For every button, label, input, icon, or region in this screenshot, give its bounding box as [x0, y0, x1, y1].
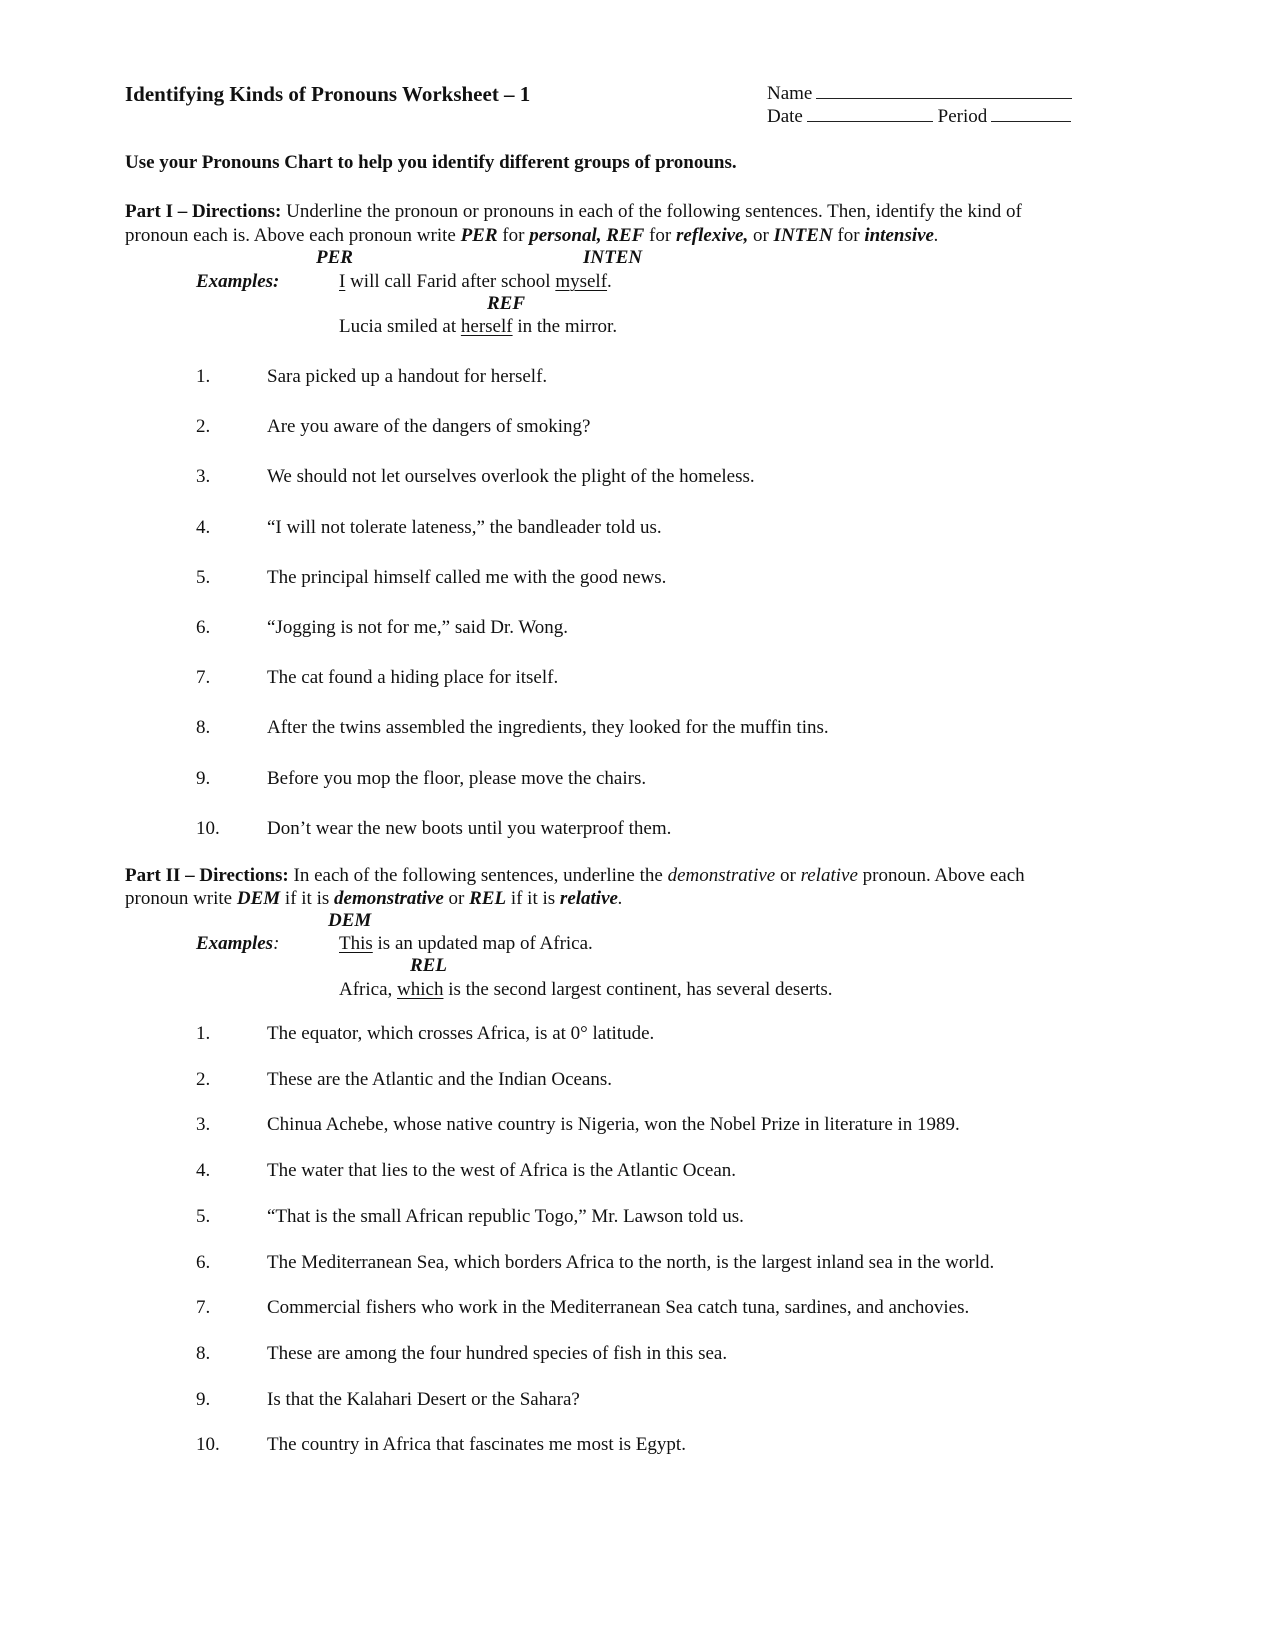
part2-dir-text: pronoun. Above each	[857, 865, 1025, 886]
example-text: is an updated map of Africa.	[372, 933, 593, 954]
item-sentence[interactable]: The country in Africa that fascinates me most is Egypt.	[267, 1434, 686, 1456]
item-number: 10.	[196, 817, 220, 839]
kind-reflexive: reflexive,	[675, 225, 749, 246]
item-number: 7.	[196, 1297, 211, 1319]
or-text: or	[775, 865, 801, 886]
item-sentence[interactable]: These are among the four hundred species of fish in this sea.	[267, 1342, 728, 1364]
example2-sentence	[339, 978, 833, 1002]
intro-instruction: Use your Pronouns Chart to help you identify different groups of pronouns.	[125, 152, 737, 173]
examples-word: Examples	[196, 933, 274, 954]
item-sentence[interactable]: These are the Atlantic and the Indian Oceans.	[267, 1068, 613, 1090]
period-mark: .	[934, 225, 939, 246]
examples-label: Examples:	[196, 271, 280, 292]
kind-personal: personal,	[529, 225, 602, 246]
item-number: 6.	[196, 617, 211, 638]
item-number: 1.	[196, 1023, 211, 1044]
example-pronoun: I	[339, 271, 346, 292]
item-sentence[interactable]: Chinua Achebe, whose native country is Nigeria, won the Nobel Prize in literature in 1989.	[267, 1114, 960, 1136]
code-dem: DEM	[236, 888, 281, 909]
example-pronoun: which	[397, 979, 444, 1000]
item-number: 10.	[196, 1434, 220, 1456]
part2-dir-text: pronoun write	[125, 888, 237, 909]
kind-relative: relative	[559, 888, 618, 909]
item-sentence[interactable]: The water that lies to the west of Africa is the Atlantic Ocean.	[267, 1160, 737, 1182]
kind-demonstrative: demonstrative	[334, 888, 444, 909]
item-number: 5.	[196, 566, 211, 588]
period-mark: .	[617, 888, 623, 909]
item-number: 9.	[196, 1388, 211, 1410]
code-inten: INTEN	[773, 225, 833, 246]
item-number: 7.	[196, 667, 211, 689]
date-blank[interactable]	[807, 105, 933, 122]
or-text: or	[748, 225, 774, 246]
part2-dir-text: In each of the following sentences, underline the	[288, 865, 668, 886]
item-sentence[interactable]: The principal himself called me with the good news.	[267, 566, 667, 588]
example-text: .	[607, 271, 612, 292]
name-blank[interactable]	[816, 82, 1072, 99]
example2-sentence	[339, 315, 617, 339]
example-text: Africa,	[339, 979, 398, 1000]
name-field[interactable]	[767, 82, 1072, 106]
kind-demonstrative: demonstrative	[667, 865, 776, 886]
for-text: for	[832, 225, 865, 246]
worksheet-title: Identifying Kinds of Pronouns Worksheet – 1	[125, 82, 531, 106]
item-sentence[interactable]: We should not let ourselves overlook the plight of the homeless.	[267, 466, 755, 488]
date-label: Date	[767, 106, 803, 127]
part2-directions-line2	[125, 887, 623, 911]
code-ref: REF	[606, 225, 645, 246]
item-number: 6.	[196, 1251, 211, 1273]
part2-heading: Part II – Directions:	[125, 865, 289, 886]
example-text: is the second largest continent, has several deserts.	[443, 979, 833, 1000]
item-sentence[interactable]: Sara picked up a handout for herself.	[267, 366, 548, 387]
item-sentence[interactable]: The Mediterranean Sea, which borders Africa to the north, is the largest inland sea in the world.	[267, 1251, 995, 1273]
item-number: 3.	[196, 466, 211, 488]
item-sentence[interactable]: Is that the Kalahari Desert or the Sahara?	[267, 1388, 580, 1410]
period-blank[interactable]	[991, 105, 1071, 122]
part1-directions-line1	[125, 200, 1022, 224]
example2-label-ref: REF	[487, 293, 526, 314]
part1-directions-line2	[125, 224, 939, 248]
item-number: 1.	[196, 366, 211, 387]
kind-relative: relative	[800, 865, 858, 886]
kind-intensive: intensive	[864, 225, 934, 246]
examples-colon: :	[273, 933, 280, 954]
part1-directions-text: Underline the pronoun or pronouns in each of the following sentences. Then, identify the kind of	[286, 201, 1022, 222]
example-pronoun: myself	[555, 271, 608, 292]
item-number: 4.	[196, 516, 211, 538]
item-number: 5.	[196, 1205, 211, 1227]
item-sentence[interactable]: Are you aware of the dangers of smoking?	[267, 416, 591, 438]
example-pronoun: herself	[460, 316, 513, 337]
part1-heading: Part I – Directions:	[125, 201, 282, 222]
item-sentence[interactable]: Don’t wear the new boots until you waterproof them.	[267, 817, 672, 839]
item-number: 8.	[196, 717, 211, 739]
item-number: 3.	[196, 1114, 211, 1136]
date-period-field[interactable]	[767, 105, 1071, 129]
example1-label-dem: DEM	[328, 910, 372, 931]
item-number: 8.	[196, 1342, 211, 1364]
code-per: PER	[460, 225, 498, 246]
code-rel: REL	[469, 888, 507, 909]
item-number: 4.	[196, 1160, 211, 1182]
example-text: in the mirror.	[512, 316, 618, 337]
item-sentence[interactable]: Before you mop the floor, please move the chairs.	[267, 767, 647, 789]
example-text: will call Farid after school	[345, 271, 556, 292]
example1-sentence	[339, 932, 593, 956]
if-text: if it is	[506, 888, 560, 909]
examples-label	[196, 932, 279, 956]
period-label: Period	[937, 106, 988, 127]
name-label: Name	[767, 83, 813, 104]
if-text: if it is	[280, 888, 335, 909]
example1-label-inten: INTEN	[583, 247, 643, 268]
item-sentence[interactable]: “I will not tolerate lateness,” the bandleader told us.	[267, 516, 662, 538]
example-pronoun: This	[339, 933, 373, 954]
item-number: 2.	[196, 416, 211, 438]
item-sentence[interactable]: Commercial fishers who work in the Mediterranean Sea catch tuna, sardines, and anchovies.	[267, 1297, 970, 1319]
item-sentence[interactable]: “That is the small African republic Togo,” Mr. Lawson told us.	[267, 1205, 744, 1227]
for-text: for	[644, 225, 676, 246]
for-text: for	[497, 225, 530, 246]
item-sentence[interactable]: “Jogging is not for me,” said Dr. Wong.	[267, 617, 569, 638]
item-number: 2.	[196, 1068, 211, 1090]
item-number: 9.	[196, 767, 211, 789]
part1-dir-b: pronoun each is. Above each pronoun write	[125, 225, 461, 246]
or-text: or	[443, 888, 470, 909]
item-sentence[interactable]: The cat found a hiding place for itself.	[267, 667, 559, 689]
item-sentence[interactable]: After the twins assembled the ingredients, they looked for the muffin tins.	[267, 717, 829, 739]
example1-sentence	[339, 270, 612, 294]
item-sentence[interactable]: The equator, which crosses Africa, is at 0° latitude.	[267, 1023, 655, 1044]
part2-directions-line1	[125, 864, 1025, 888]
example2-label-rel: REL	[410, 955, 447, 976]
example-text: Lucia smiled at	[339, 316, 461, 337]
example1-label-per: PER	[316, 247, 353, 268]
